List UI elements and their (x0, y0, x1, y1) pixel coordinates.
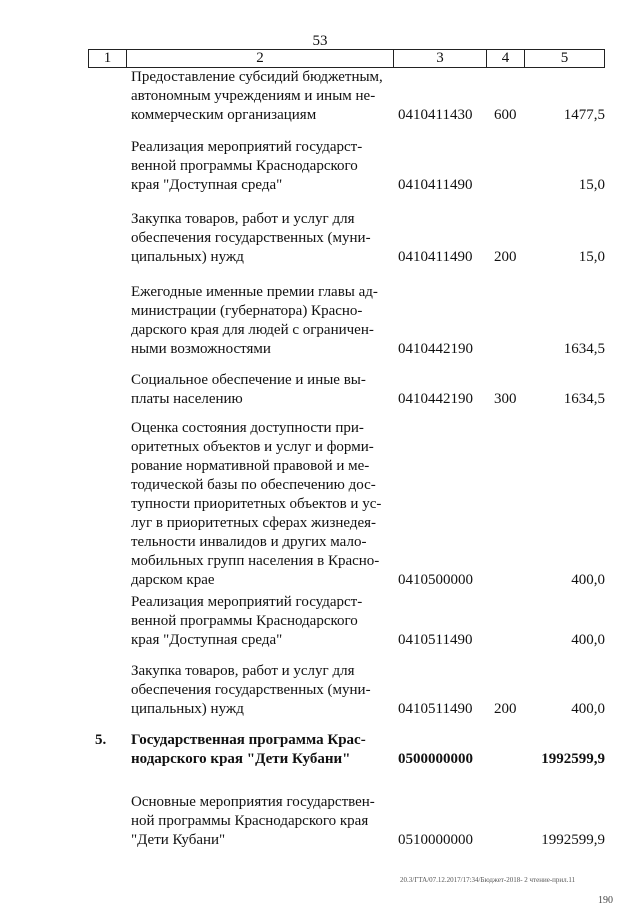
row-code: 0410411490 (398, 177, 473, 193)
row-code: 0410511490 (398, 701, 473, 717)
row-code: 0410442190 (398, 391, 473, 407)
row-description-line: тодической базы по обеспечению дос- (131, 477, 376, 493)
row-amount: 400,0 (571, 572, 605, 588)
row-code: 0510000000 (398, 832, 473, 848)
row-description-line: дарском крае (131, 572, 215, 588)
row-expense-type: 600 (494, 107, 517, 123)
row-amount: 15,0 (578, 177, 605, 193)
row-code: 0500000000 (398, 751, 473, 767)
row-description-line: обеспечения государственных (муни- (131, 230, 371, 246)
row-description-line: оритетных объектов и услуг и форми- (131, 439, 374, 455)
row-code: 0410411490 (398, 249, 473, 265)
row-description-line: министрации (губернатора) Красно- (131, 303, 363, 319)
row-description-line: мобильных групп населения в Красно- (131, 553, 380, 569)
col-header-5: 5 (525, 50, 605, 68)
row-description-line: Государственная программа Крас- (131, 732, 366, 748)
row-description-line: Реализация мероприятий государст- (131, 594, 363, 610)
row-description-line: Оценка состояния доступности при- (131, 420, 364, 436)
row-code: 0410500000 (398, 572, 473, 588)
row-amount: 1992599,9 (541, 751, 605, 767)
row-description-line: рование нормативной правовой и ме- (131, 458, 370, 474)
row-amount: 400,0 (571, 632, 605, 648)
row-description-line: Реализация мероприятий государст- (131, 139, 363, 155)
row-number: 5. (95, 732, 107, 748)
footer-file-path: 20.3/ГТА/07.12.2017/17:34/Бюджет-2018- 2 чтение-прил.11 (400, 876, 576, 884)
row-amount: 400,0 (571, 701, 605, 717)
row-description-line: "Дети Кубани" (131, 832, 226, 848)
row-description-line: ной программы Краснодарского края (131, 813, 369, 829)
row-description-line: тельности инвалидов и других мало- (131, 534, 367, 550)
page-number: 53 (312, 33, 328, 49)
row-description-line: венной программы Краснодарского (131, 613, 358, 629)
row-description-line: обеспечения государственных (муни- (131, 682, 371, 698)
row-description-line: луг в приоритетных сферах жизнедея- (131, 515, 377, 531)
row-description-line: Предоставление субсидий бюджетным, (131, 69, 383, 85)
footer-page-counter: 190 (598, 895, 613, 906)
column-header-row (88, 49, 605, 68)
row-expense-type: 200 (494, 701, 517, 717)
col-header-4: 4 (487, 50, 525, 68)
row-amount: 1634,5 (563, 341, 605, 357)
col-header-1: 1 (89, 50, 127, 68)
row-description-line: ными возможностями (131, 341, 271, 357)
row-code: 0410411430 (398, 107, 473, 123)
row-description-line: Ежегодные именные премии главы ад- (131, 284, 378, 300)
col-header-3: 3 (394, 50, 487, 68)
row-description-line: ципальных) нужд (131, 701, 244, 717)
row-expense-type: 300 (494, 391, 517, 407)
row-amount: 1477,5 (563, 107, 605, 123)
row-description-line: дарского края для людей с ограничен- (131, 322, 374, 338)
row-code: 0410442190 (398, 341, 473, 357)
row-description-line: платы населению (131, 391, 243, 407)
row-expense-type: 200 (494, 249, 517, 265)
row-description-line: Социальное обеспечение и иные вы- (131, 372, 366, 388)
row-description-line: Закупка товаров, работ и услуг для (131, 663, 355, 679)
row-description-line: автономным учреждениям и иным не- (131, 88, 376, 104)
row-description-line: края "Доступная среда" (131, 177, 283, 193)
row-code: 0410511490 (398, 632, 473, 648)
row-description-line: края "Доступная среда" (131, 632, 283, 648)
row-description-line: коммерческим организациям (131, 107, 317, 123)
row-description-line: Основные мероприятия государствен- (131, 794, 375, 810)
row-description-line: нодарского края "Дети Кубани" (131, 751, 351, 767)
row-description-line: венной программы Краснодарского (131, 158, 358, 174)
row-description-line: ципальных) нужд (131, 249, 244, 265)
row-amount: 1992599,9 (541, 832, 605, 848)
row-amount: 1634,5 (563, 391, 605, 407)
row-description-line: тупности приоритетных объектов и ус- (131, 496, 382, 512)
row-description-line: Закупка товаров, работ и услуг для (131, 211, 355, 227)
row-amount: 15,0 (578, 249, 605, 265)
col-header-2: 2 (127, 50, 394, 68)
